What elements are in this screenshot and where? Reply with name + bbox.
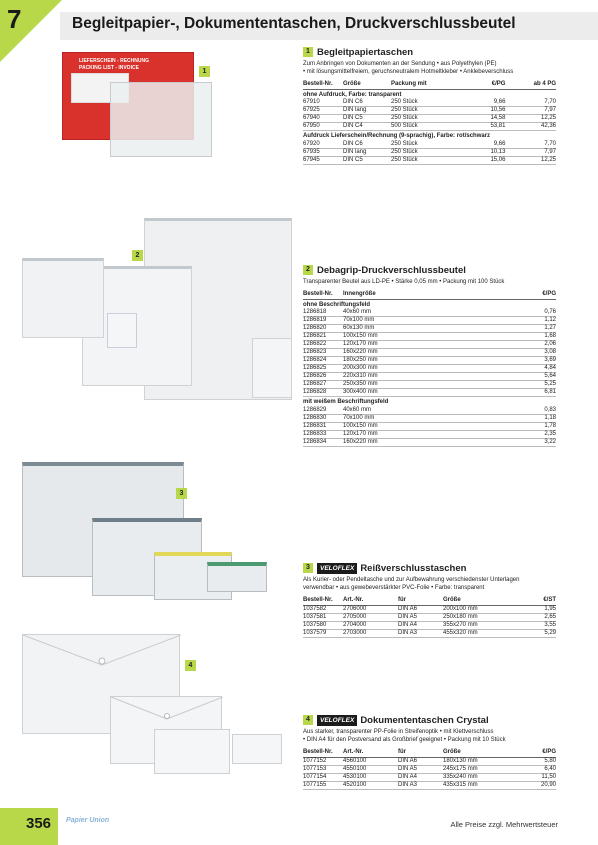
- pouch-a6: [207, 562, 267, 592]
- price-cell: 14,58: [472, 115, 506, 123]
- table-row: [303, 381, 556, 389]
- description-line: Aus starker, transparenter PP-Folie in Streifenoptik • mit Klettverschluss: [303, 729, 494, 735]
- table-row: [303, 317, 556, 325]
- table-row: [303, 349, 556, 357]
- section-number: 1: [303, 47, 313, 57]
- order-number: 1286834: [303, 438, 343, 446]
- section-description: [303, 576, 556, 592]
- price-cell: 5,64: [496, 373, 556, 381]
- price-cell: 9,66: [472, 141, 506, 149]
- publisher-logo: Papier Union: [66, 817, 110, 824]
- page-title: Begleitpapier-, Dokumententaschen, Druckverschlussbeutel: [72, 15, 516, 32]
- size-cell: 355x270 mm: [443, 621, 526, 629]
- price-cell: 5,29: [526, 629, 556, 637]
- price-cell: 1,68: [496, 333, 556, 341]
- table-row: [303, 613, 556, 621]
- format-cell: DIN A3: [398, 629, 443, 637]
- pack-cell: 250 Stück: [391, 148, 472, 156]
- order-number: 1077153: [303, 765, 343, 773]
- section-number: 2: [303, 265, 313, 275]
- size-cell: 160x220 mm: [343, 438, 496, 446]
- table-row: [303, 107, 556, 115]
- size-cell: 200x300 mm: [343, 365, 496, 373]
- order-number: 67935: [303, 148, 343, 156]
- col-header: €/ST: [526, 595, 556, 605]
- order-number: 1286818: [303, 309, 343, 317]
- price-cell: 10,13: [472, 148, 506, 156]
- product-photo-document-wallets: [22, 634, 284, 774]
- table-header-row: [303, 79, 556, 89]
- section-heading: [303, 264, 556, 276]
- size-cell: 245x175 mm: [443, 765, 522, 773]
- product-photo-envelopes: [62, 52, 212, 157]
- price-cell: 0,83: [496, 407, 556, 415]
- price-cell: 4,84: [496, 365, 556, 373]
- article-number: 2706000: [343, 605, 398, 613]
- pack-cell: 250 Stück: [391, 141, 472, 149]
- article-number: 4550100: [343, 765, 398, 773]
- chapter-number: 7: [7, 4, 22, 34]
- col-header: für: [398, 595, 443, 605]
- size-cell: 180x250 mm: [343, 357, 496, 365]
- format-cell: DIN A3: [398, 781, 443, 789]
- photo-badge-1: 1: [199, 66, 210, 77]
- section-heading: [303, 714, 556, 726]
- product-table: [303, 595, 556, 638]
- price-cell: 1,78: [496, 422, 556, 430]
- price-cell: 9,66: [472, 99, 506, 107]
- table-row: [303, 148, 556, 156]
- pack-cell: 250 Stück: [391, 156, 472, 164]
- order-number: 1286827: [303, 381, 343, 389]
- size-cell: 70x100 mm: [343, 414, 496, 422]
- size-cell: 200x100 mm: [443, 605, 526, 613]
- order-number: 1286821: [303, 333, 343, 341]
- size-cell: 160x220 mm: [343, 349, 496, 357]
- table-row: [303, 123, 556, 131]
- price-cell: 6,40: [522, 765, 556, 773]
- price-cell: 0,76: [496, 309, 556, 317]
- size-cell: 455x320 mm: [443, 629, 526, 637]
- section-title: Begleitpapiertaschen: [317, 46, 414, 58]
- article-number: 2703000: [343, 629, 398, 637]
- order-number: 1286820: [303, 325, 343, 333]
- price-cell: 5,80: [522, 757, 556, 765]
- table-header-row: [303, 595, 556, 605]
- description-line: • DIN A4 für den Postversand als Großbrief geeignet • Packung mit 10 Stück: [303, 737, 506, 743]
- pack-cell: 500 Stück: [391, 123, 472, 131]
- section-number: 4: [303, 715, 313, 725]
- order-number: 1286822: [303, 341, 343, 349]
- section-title: Dokumententaschen Crystal: [360, 714, 489, 726]
- description-line: Zum Anbringen von Dokumenten an der Sendung • aus Polyethylen (PE): [303, 61, 497, 67]
- description-line: verwendbar • aus gewebeverstärkter PVC-Folie • Farbe: transparent: [303, 585, 485, 591]
- format-cell: DIN A4: [398, 773, 443, 781]
- section-reissverschlusstaschen: [303, 562, 556, 638]
- zip-bag-tiny: [107, 313, 137, 348]
- group-label: ohne Beschriftungsfeld: [303, 301, 371, 308]
- envelope-label-1: LIEFERSCHEIN - RECHNUNG: [79, 58, 150, 64]
- table-row: [303, 765, 556, 773]
- col-header: Bestell-Nr.: [303, 595, 343, 605]
- size-cell: 300x400 mm: [343, 389, 496, 397]
- section-description: [303, 278, 556, 286]
- section-dokumententaschen-crystal: [303, 714, 556, 790]
- col-header: Art.-Nr.: [343, 747, 398, 757]
- description-line: • mit lösungsmittelfreiem, geruchsneutralem Hotmeltkleber • Anklebeverschluss: [303, 69, 514, 75]
- order-number: 1037579: [303, 629, 343, 637]
- table-row: [303, 141, 556, 149]
- col-header: Größe: [443, 747, 522, 757]
- table-row: [303, 605, 556, 613]
- col-header: Größe: [443, 595, 526, 605]
- pack-cell: 250 Stück: [391, 99, 472, 107]
- description-line: Transparenter Beutel aus LD-PE • Stärke 0,05 mm • Packung mit 100 Stück: [303, 279, 505, 285]
- col-header: Art.-Nr.: [343, 595, 398, 605]
- section-begleitpapiertaschen: [303, 46, 556, 165]
- price-cell: 1,95: [526, 605, 556, 613]
- order-number: 67945: [303, 156, 343, 164]
- product-table: [303, 289, 556, 447]
- col-header: Größe: [343, 79, 391, 89]
- article-number: 2704000: [343, 621, 398, 629]
- price-cell: 11,50: [522, 773, 556, 781]
- price-cell: 15,06: [472, 156, 506, 164]
- photo-badge-2: 2: [132, 250, 143, 261]
- price-cell: 20,90: [522, 781, 556, 789]
- size-cell: 335x240 mm: [443, 773, 522, 781]
- order-number: 1077152: [303, 757, 343, 765]
- price-cell: 5,25: [496, 381, 556, 389]
- table-row: [303, 389, 556, 397]
- col-header: Bestell-Nr.: [303, 289, 343, 299]
- table-row: [303, 333, 556, 341]
- price-cell: 3,55: [526, 621, 556, 629]
- order-number: 1286819: [303, 317, 343, 325]
- table-row: [303, 115, 556, 123]
- order-number: 1286824: [303, 357, 343, 365]
- table-row: [303, 430, 556, 438]
- order-number: 67925: [303, 107, 343, 115]
- order-number: 1286825: [303, 365, 343, 373]
- price-cell: 7,97: [505, 107, 556, 115]
- article-number: 2705000: [343, 613, 398, 621]
- col-header: Bestell-Nr.: [303, 79, 343, 89]
- section-debagrip: [303, 264, 556, 447]
- group-label: mit weißem Beschriftungsfeld: [303, 399, 389, 406]
- order-number: 67950: [303, 123, 343, 131]
- wallet-a4-flap: [111, 697, 223, 727]
- price-cell: 6,81: [496, 389, 556, 397]
- price-cell: 12,25: [505, 156, 556, 164]
- order-number: 1037582: [303, 605, 343, 613]
- footer-note: Alle Preise zzgl. Mehrwertsteuer: [450, 820, 558, 829]
- product-photo-zip-bags: [22, 218, 292, 403]
- size-cell: 250x350 mm: [343, 381, 496, 389]
- col-header: ab 4 PG: [505, 79, 556, 89]
- zip-bag-small-left: [22, 258, 104, 338]
- order-number: 1286830: [303, 414, 343, 422]
- photo-badge-4: 4: [185, 660, 196, 671]
- order-number: 1286829: [303, 407, 343, 415]
- order-number: 1077154: [303, 773, 343, 781]
- order-number: 1286831: [303, 422, 343, 430]
- table-row: [303, 621, 556, 629]
- zip-bag-right: [252, 338, 292, 398]
- table-row: [303, 357, 556, 365]
- clear-envelope: [110, 82, 212, 157]
- price-cell: 3,69: [496, 357, 556, 365]
- format-cell: DIN A6: [398, 605, 443, 613]
- description-line: Als Kurier- oder Pendeltasche und zur Aufbewahrung verschiedenster Unterlagen: [303, 577, 520, 583]
- size-cell: 70x100 mm: [343, 317, 496, 325]
- format-cell: DIN A5: [398, 765, 443, 773]
- section-description: [303, 728, 556, 744]
- col-header: €/PG: [522, 747, 556, 757]
- table-row: [303, 156, 556, 164]
- pack-cell: 250 Stück: [391, 115, 472, 123]
- article-number: 4520100: [343, 781, 398, 789]
- pack-cell: 250 Stück: [391, 107, 472, 115]
- size-cell: 250x180 mm: [443, 613, 526, 621]
- table-row: [303, 309, 556, 317]
- table-header-row: [303, 289, 556, 299]
- size-cell: 40x60 mm: [343, 309, 496, 317]
- envelope-label-2: PACKING LIST - INVOICE: [79, 65, 139, 71]
- size-cell: DIN C4: [343, 123, 391, 131]
- table-row: [303, 407, 556, 415]
- price-cell: 1,27: [496, 325, 556, 333]
- table-header-row: [303, 747, 556, 757]
- col-header: Packung mit: [391, 79, 472, 89]
- section-title: Reißverschlusstaschen: [360, 562, 467, 574]
- wallet-a6: [232, 734, 282, 764]
- photo-badge-3: 3: [176, 488, 187, 499]
- order-number: 67910: [303, 99, 343, 107]
- order-number: 1286833: [303, 430, 343, 438]
- col-header: €/PG: [496, 289, 556, 299]
- size-cell: 60x130 mm: [343, 325, 496, 333]
- product-table: [303, 747, 556, 790]
- table-row: [303, 373, 556, 381]
- table-row: [303, 422, 556, 430]
- price-cell: 42,36: [505, 123, 556, 131]
- product-photo-zipper-pouches: [22, 462, 272, 602]
- order-number: 1037581: [303, 613, 343, 621]
- order-number: 1286828: [303, 389, 343, 397]
- brand-logo: VELOFLEX: [317, 715, 357, 726]
- price-cell: 7,97: [505, 148, 556, 156]
- table-row: [303, 438, 556, 446]
- size-cell: 180x130 mm: [443, 757, 522, 765]
- size-cell: 100x150 mm: [343, 422, 496, 430]
- size-cell: 435x315 mm: [443, 781, 522, 789]
- col-header: für: [398, 747, 443, 757]
- table-row: [303, 629, 556, 637]
- wallet-a3-flap: [23, 635, 181, 675]
- price-cell: 2,65: [526, 613, 556, 621]
- order-number: 67940: [303, 115, 343, 123]
- section-number: 3: [303, 563, 313, 573]
- order-number: 1286826: [303, 373, 343, 381]
- col-header: €/PG: [472, 79, 506, 89]
- group-label: ohne Aufdruck, Farbe: transparent: [303, 91, 402, 98]
- table-row: [303, 414, 556, 422]
- size-cell: 220x310 mm: [343, 373, 496, 381]
- section-title: Debagrip-Druckverschlussbeutel: [317, 264, 466, 276]
- col-header: Bestell-Nr.: [303, 747, 343, 757]
- size-cell: 120x170 mm: [343, 430, 496, 438]
- price-cell: 7,70: [505, 141, 556, 149]
- section-heading: [303, 46, 556, 58]
- product-table: [303, 79, 556, 165]
- table-row: [303, 757, 556, 765]
- size-cell: DIN C6: [343, 141, 391, 149]
- size-cell: DIN C5: [343, 156, 391, 164]
- format-cell: DIN A4: [398, 621, 443, 629]
- table-row: [303, 341, 556, 349]
- article-number: 4530100: [343, 773, 398, 781]
- table-row: [303, 325, 556, 333]
- price-cell: 3,08: [496, 349, 556, 357]
- price-cell: 12,25: [505, 115, 556, 123]
- table-row: [303, 365, 556, 373]
- section-heading: [303, 562, 556, 574]
- price-cell: 2,35: [496, 430, 556, 438]
- brand-logo: VELOFLEX: [317, 563, 357, 574]
- table-row: [303, 781, 556, 789]
- group-label: Aufdruck Lieferschein/Rechnung (9-sprachig), Farbe: rot/schwarz: [303, 133, 491, 140]
- wallet-a5: [154, 729, 230, 774]
- order-number: 1037580: [303, 621, 343, 629]
- order-number: 67920: [303, 141, 343, 149]
- size-cell: 120x170 mm: [343, 341, 496, 349]
- format-cell: DIN A6: [398, 757, 443, 765]
- size-cell: DIN C5: [343, 115, 391, 123]
- table-row: [303, 99, 556, 107]
- price-cell: 3,22: [496, 438, 556, 446]
- section-description: [303, 60, 556, 76]
- table-row: [303, 773, 556, 781]
- size-cell: DIN lang: [343, 148, 391, 156]
- page-number: 356: [26, 815, 52, 832]
- article-number: 4560100: [343, 757, 398, 765]
- price-cell: 10,56: [472, 107, 506, 115]
- size-cell: 100x150 mm: [343, 333, 496, 341]
- order-number: 1286823: [303, 349, 343, 357]
- price-cell: 7,70: [505, 99, 556, 107]
- price-cell: 53,81: [472, 123, 506, 131]
- price-cell: 2,06: [496, 341, 556, 349]
- col-header: Innengröße: [343, 289, 496, 299]
- size-cell: DIN lang: [343, 107, 391, 115]
- order-number: 1077155: [303, 781, 343, 789]
- size-cell: DIN C6: [343, 99, 391, 107]
- size-cell: 40x60 mm: [343, 407, 496, 415]
- price-cell: 1,12: [496, 317, 556, 325]
- format-cell: DIN A5: [398, 613, 443, 621]
- price-cell: 1,18: [496, 414, 556, 422]
